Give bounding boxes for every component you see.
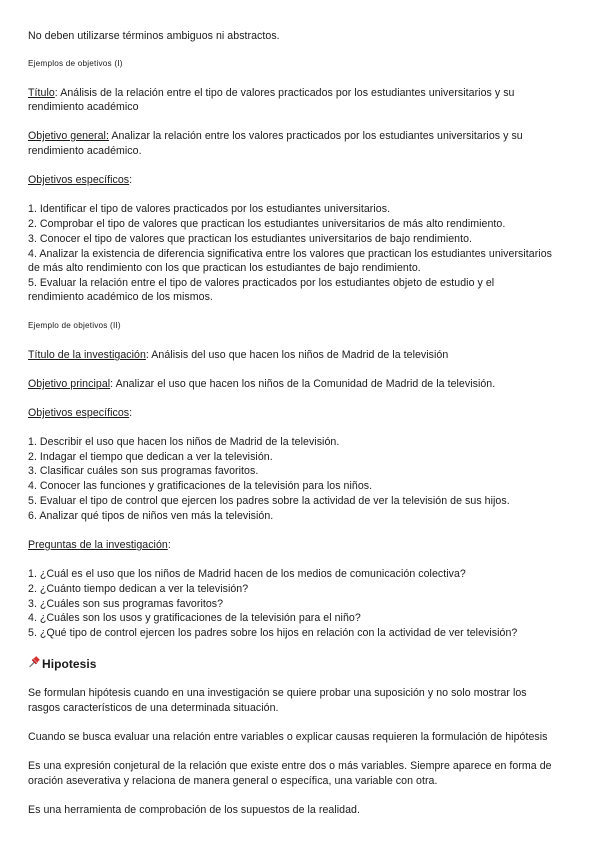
ej2-principal-text: : Analizar el uso que hacen los niños de la Comunidad de Madrid de la televisión.: [110, 378, 496, 390]
ej1-general-text: Analizar la relación entre los valores practicados por los estudiantes universitarios y su: [108, 130, 523, 142]
hipotesis-paragraph-1: Se formulan hipótesis cuando en una investigación se quiere probar una suposición y no solo mostrar los: [28, 687, 527, 699]
preguntas-heading: Preguntas de la investigación:: [28, 539, 171, 551]
list-item: 3. ¿Cuáles son sus programas favoritos?: [28, 598, 224, 610]
pushpin-icon: [28, 655, 42, 671]
list-item: 3. Clasificar cuáles son sus programas favoritos.: [28, 465, 259, 477]
hipotesis-paragraph-2: Cuando se busca evaluar una relación entre variables o explicar causas requieren la formulación de hipótesis: [28, 731, 548, 743]
ej2-principal-line: [28, 377, 495, 391]
ej1-general-label: Objetivo general:: [28, 130, 109, 142]
ej1-especificos-heading: Objetivos específicos:: [28, 174, 133, 186]
hipotesis-title: Hipotesis: [42, 657, 97, 671]
list-item: 4. ¿Cuáles son los usos y gratificaciones de la televisión para el niño?: [28, 612, 361, 624]
list-item: 2. Indagar el tiempo que dedican a ver la televisión.: [28, 451, 273, 463]
ej2-especificos-label: Objetivos específicos: [28, 407, 130, 419]
list-item: 6. Analizar qué tipos de niños ven más la televisión.: [28, 510, 274, 522]
list-item: 4. Conocer las funciones y gratificaciones de la televisión para los niños.: [28, 480, 373, 492]
list-item: de más alto rendimiento con los que practican los estudiantes de bajo rendimiento.: [28, 262, 421, 274]
ej2-titulo-line: [28, 348, 448, 362]
hipotesis-paragraph-3: Es una expresión conjetural de la relación que existe entre dos o más variables. Siempre aparece en forma de: [28, 760, 552, 772]
section-heading-ejemplo-2: Ejemplo de objetivos (II): [28, 321, 121, 330]
ej1-titulo-line-2: rendimiento académico: [28, 101, 139, 113]
ej1-general-line-2: rendimiento académico.: [28, 145, 142, 157]
ej1-general-line: [28, 129, 523, 143]
intro-text: No deben utilizarse términos ambiguos ni abstractos.: [28, 30, 280, 42]
list-item: 4. Analizar la existencia de diferencia significativa entre los valores que practican los estudiantes universitarios: [28, 248, 552, 260]
ej2-titulo-label: Título de la investigación: [28, 349, 146, 361]
list-item: rendimiento académico de los mismos.: [28, 291, 213, 303]
list-item: 1. Describir el uso que hacen los niños de Madrid de la televisión.: [28, 436, 340, 448]
list-item: 5. Evaluar el tipo de control que ejercen los padres sobre la actividad de ver la televisión de sus hijos.: [28, 495, 510, 507]
ej2-principal-label: Objetivo principal: [28, 378, 111, 390]
list-item: 2. Comprobar el tipo de valores que practican los estudiantes universitarios de más alto rendimiento.: [28, 218, 506, 230]
list-item: 1. ¿Cuál es el uso que los niños de Madrid hacen de los medios de comunicación colectiva?: [28, 568, 466, 580]
list-item: 1. Identificar el tipo de valores practicados por los estudiantes universitarios.: [28, 203, 391, 215]
list-item: 5. ¿Qué tipo de control ejercen los padres sobre los hijos en relación con la actividad de ver televisión?: [28, 627, 518, 639]
section-heading-ejemplos-1: Ejemplos de objetivos (I): [28, 59, 123, 68]
hipotesis-paragraph-1-line-2: rasgos característicos de una determinada situación.: [28, 702, 279, 714]
hipotesis-paragraph-4: Es una herramienta de comprobación de los supuestos de la realidad.: [28, 804, 360, 816]
ej1-titulo-label: Título: [28, 87, 55, 99]
ej2-especificos-heading: Objetivos específicos:: [28, 407, 133, 419]
hipotesis-paragraph-3-line-2: oración aseverativa y relaciona de manera general o específica, una variable con otra.: [28, 775, 438, 787]
list-item: 3. Conocer el tipo de valores que practican los estudiantes universitarios de bajo rendimiento.: [28, 233, 473, 245]
preguntas-label: Preguntas de la investigación: [28, 539, 168, 551]
list-item: 2. ¿Cuánto tiempo dedican a ver la televisión?: [28, 583, 249, 595]
ej1-titulo-text: : Análisis de la relación entre el tipo de valores practicados por los estudiantes universitarios y su: [54, 87, 515, 99]
list-item: 5. Evaluar la relación entre el tipo de valores practicados por los estudiantes objeto de estudio y el: [28, 277, 495, 289]
ej2-titulo-text: : Análisis del uso que hacen los niños de Madrid de la televisión: [145, 349, 449, 361]
ej1-titulo-line: [28, 86, 515, 100]
ej1-especificos-label: Objetivos específicos: [28, 174, 130, 186]
hipotesis-heading: [28, 655, 96, 671]
